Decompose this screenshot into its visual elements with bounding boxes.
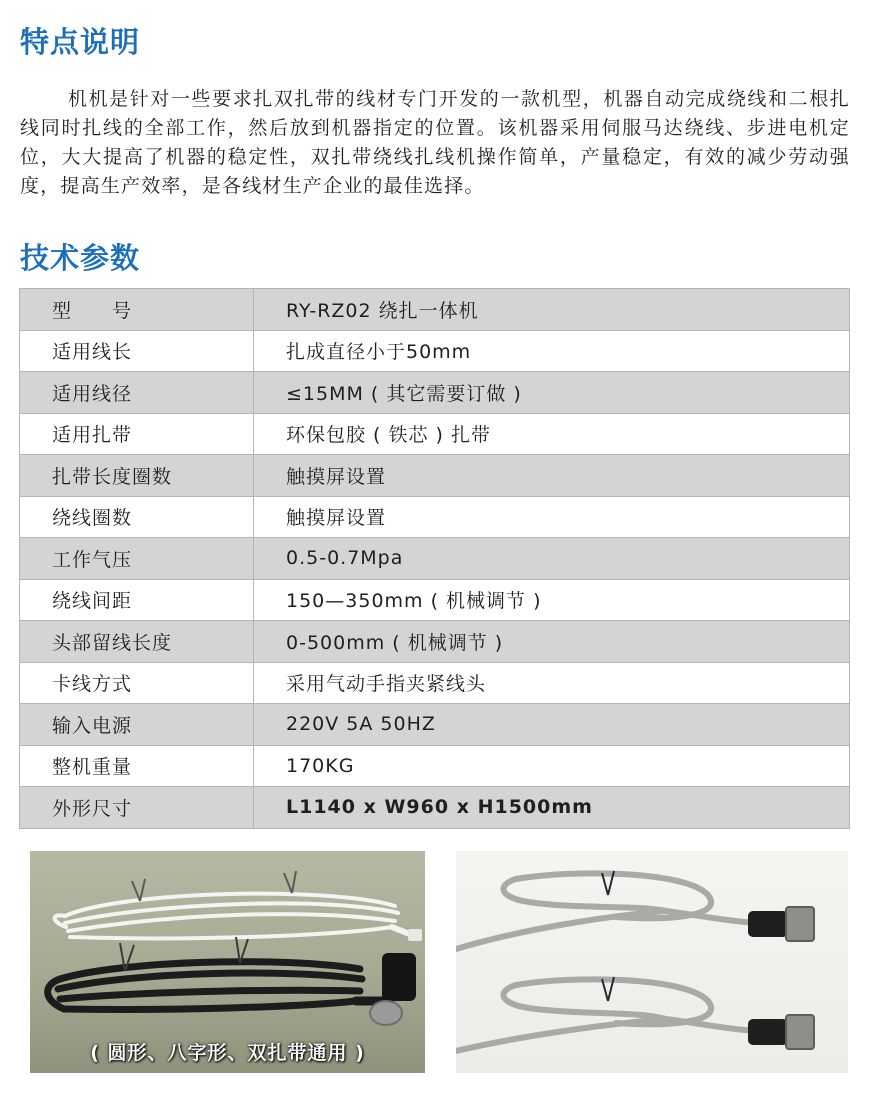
spec-row (20, 579, 850, 621)
spec-value: 170KG (254, 745, 850, 787)
spec-label: 适用扎带 (20, 413, 254, 455)
spec-row (20, 455, 850, 497)
spec-label: 输入电源 (20, 704, 254, 746)
spec-label: 适用线长 (20, 330, 254, 372)
spec-label: 头部留线长度 (20, 621, 254, 663)
connector-cables-illustration (456, 851, 848, 1073)
spec-value: RY-RZ02 绕扎一体机 (254, 289, 850, 331)
spec-value: 150—350mm ( 机械调节 ) (254, 579, 850, 621)
specs-title: 技术参数 (20, 241, 141, 275)
spec-row (20, 745, 850, 787)
spec-row (20, 662, 850, 704)
spec-value: L1140 x W960 x H1500mm (254, 787, 850, 829)
spec-value: 触摸屏设置 (254, 496, 850, 538)
spec-row (20, 621, 850, 663)
spec-row (20, 704, 850, 746)
spec-value: ≤15MM ( 其它需要订做 ) (254, 372, 850, 414)
spec-value: 220V 5A 50HZ (254, 704, 850, 746)
spec-value: 扎成直径小于50mm (254, 330, 850, 372)
spec-value: 环保包胶 ( 铁芯 ) 扎带 (254, 413, 850, 455)
spec-value: 0-500mm ( 机械调节 ) (254, 621, 850, 663)
spec-row (20, 787, 850, 829)
spec-row (20, 289, 850, 331)
spec-label: 工作气压 (20, 538, 254, 580)
spec-row (20, 330, 850, 372)
spec-label: 适用线径 (20, 372, 254, 414)
spec-row (20, 538, 850, 580)
spec-row (20, 496, 850, 538)
spec-label: 卡线方式 (20, 662, 254, 704)
features-text: 机机是针对一些要求扎双扎带的线材专门开发的一款机型，机器自动完成绕线和二根扎线同时扎线的全部工作，然后放到机器指定的位置。该机器采用伺服马达绕线、步进电机定位，大大提高了机器的稳定性，双扎带绕线扎线机操作简单，产量稳定，有效的减少劳动强度，提高生产效率，是各线材生产企业的最佳选择。 (20, 88, 850, 197)
spec-row (20, 413, 850, 455)
spec-label: 整机重量 (20, 745, 254, 787)
spec-label: 绕线间距 (20, 579, 254, 621)
photo-caption: ( 圆形、八字形、双扎带通用 ) (90, 1042, 365, 1064)
spec-label: 型 号 (20, 289, 254, 331)
spec-row (20, 372, 850, 414)
spec-value: 0.5-0.7Mpa (254, 538, 850, 580)
spec-label: 扎带长度圈数 (20, 455, 254, 497)
spec-table (19, 288, 850, 829)
spec-value: 采用气动手指夹紧线头 (254, 662, 850, 704)
features-title: 特点说明 (20, 25, 141, 59)
product-photo-connector-cables (456, 851, 848, 1073)
spec-value: 触摸屏设置 (254, 455, 850, 497)
spec-label: 外形尺寸 (20, 787, 254, 829)
product-photo-cables (30, 851, 425, 1073)
spec-label: 绕线圈数 (20, 496, 254, 538)
